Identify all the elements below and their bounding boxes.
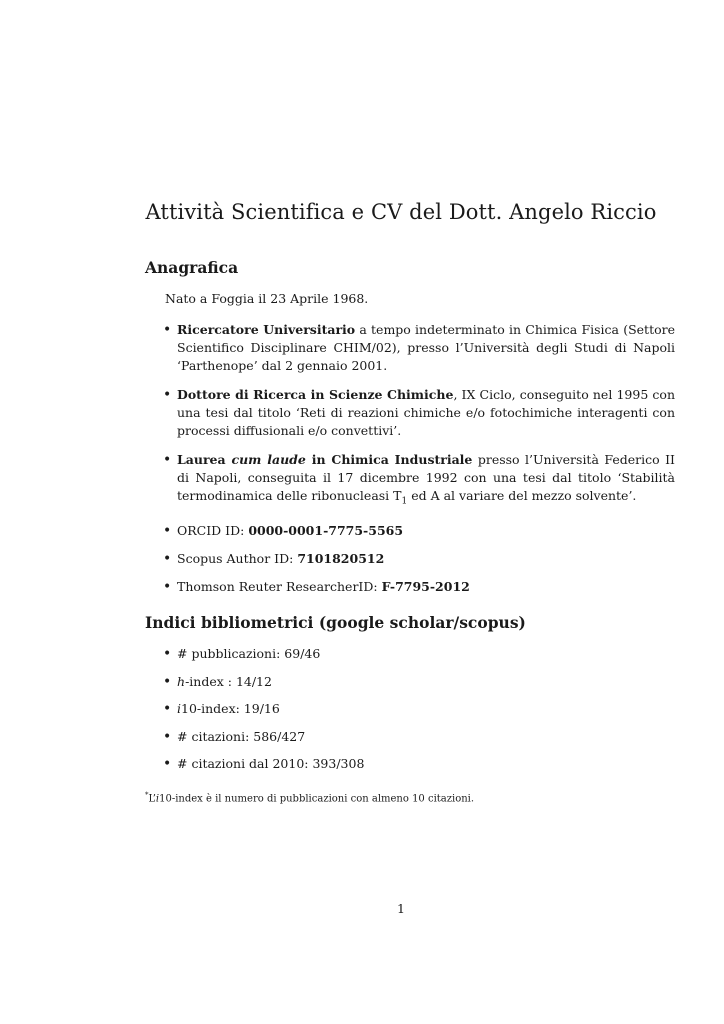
scopus-id-value: 7101820512 (297, 550, 385, 566)
section-heading-anagrafica: Anagrafica (145, 258, 239, 277)
document-title: Attività Scientifica e CV del Dott. Angelo Riccio (145, 200, 657, 224)
list-item-citazioni-2010 (145, 755, 675, 773)
item-label: Thomson Reuter ResearcherID: (177, 578, 382, 594)
item-text: a tempo indeterminato in Chimica Fisica (Settore Scientifico Disciplinare CHIM/02), presso l’Università degli Studi di Napoli ‘Parthenope’ dal 2 gennaio 2001. (177, 322, 675, 373)
item-italic-text: i (177, 701, 181, 716)
footnote-text: L’ (148, 793, 156, 805)
bullet-icon: • (163, 756, 172, 772)
item-label: ORCID ID: (177, 522, 249, 538)
list-item-ricercatore (145, 321, 675, 375)
list-item-h-index (145, 673, 675, 691)
item-text: # citazioni dal 2010: 393/308 (177, 756, 365, 771)
list-item-orcid (145, 522, 675, 540)
item-bold-italic-text: cum laude (231, 452, 306, 467)
list-item-researcherid (145, 578, 675, 596)
bullet-icon: • (163, 387, 172, 403)
item-text: # citazioni: 586/427 (177, 728, 306, 744)
item-bold-text: Ricercatore Universitario (177, 322, 356, 337)
indici-list (145, 645, 675, 783)
bullet-icon: • (163, 701, 172, 717)
birth-info: Nato a Foggia il 23 Aprile 1968. (165, 291, 369, 306)
bullet-icon: • (163, 522, 172, 539)
bullet-icon: • (163, 728, 172, 745)
footnote-text: 10-index è il numero di pubblicazioni con almeno 10 citazioni. (159, 793, 475, 805)
orcid-id-value: 0000-0001-7775-5565 (248, 522, 404, 538)
item-italic-text: h (177, 673, 186, 689)
page-number: 1 (397, 901, 405, 916)
item-bold-text: in Chimica Industriale (305, 452, 473, 467)
footnote-italic-text: i (155, 793, 160, 805)
list-item-citazioni (145, 728, 675, 746)
item-text: ed A al variare del mezzo solvente’. (407, 488, 637, 503)
list-item-scopus (145, 550, 675, 568)
bullet-icon: • (163, 322, 172, 338)
list-item-pubblicazioni (145, 645, 675, 663)
anagrafica-list (145, 321, 675, 606)
item-bold-text: Laurea (177, 452, 232, 467)
footnote (145, 791, 474, 804)
list-item-i10-index (145, 700, 675, 718)
item-text: -index : 14/12 (185, 673, 272, 689)
bullet-icon: • (163, 452, 172, 468)
item-text: # pubblicazioni: 69/46 (177, 646, 321, 661)
bullet-icon: • (163, 550, 172, 567)
bullet-icon: • (163, 646, 172, 662)
item-bold-text: Dottore di Ricerca in Scienze Chimiche (177, 387, 454, 402)
bullet-icon: • (163, 673, 172, 690)
list-item-laurea (145, 451, 675, 511)
item-text: presso l’Università Federico II di Napoli, conseguita il 17 dicembre 1992 con una tesi dal titolo ‘Stabilità termodinamica delle ribonucleasi T (177, 452, 675, 503)
footnote-mark: * (145, 791, 149, 799)
section-heading-indici: Indici bibliometrici (google scholar/scopus) (145, 613, 526, 632)
bullet-icon: • (163, 578, 172, 595)
researcherid-value: F-7795-2012 (381, 578, 470, 594)
item-text: , IX Ciclo, conseguito nel 1995 con una tesi dal titolo ‘Reti di reazioni chimiche e/o fotochimiche interagenti con processi diffusionali e/o convettivi’. (177, 387, 675, 438)
list-item-dottorato (145, 386, 675, 440)
item-subscript: 1 (401, 496, 408, 507)
item-text: 10-index: 19/16 (181, 701, 280, 716)
item-label: Scopus Author ID: (177, 550, 298, 566)
